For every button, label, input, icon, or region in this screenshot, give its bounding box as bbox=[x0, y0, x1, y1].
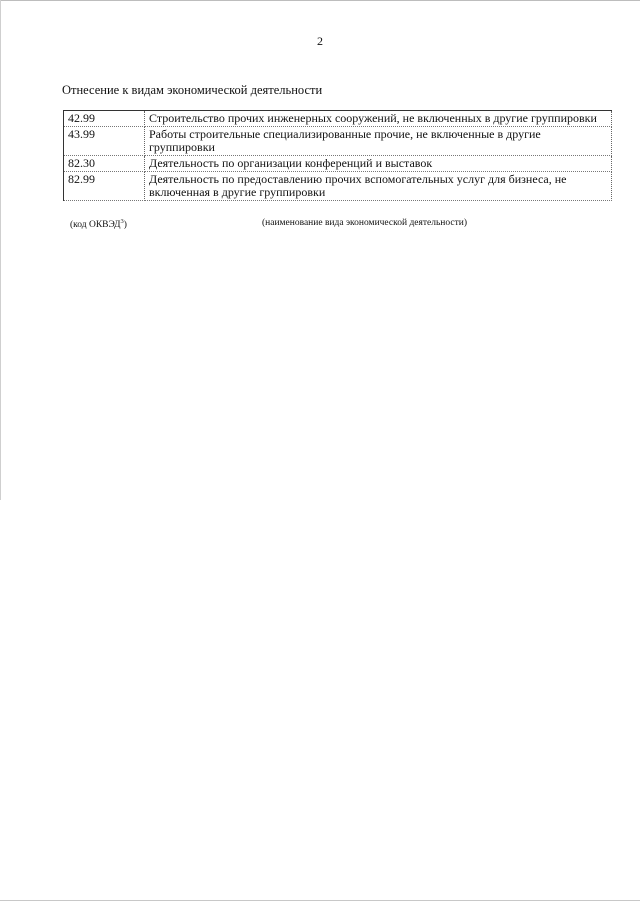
okved-code: 82.99 bbox=[64, 172, 145, 201]
okved-table bbox=[63, 110, 612, 201]
scan-edge-top bbox=[0, 0, 640, 1]
okved-code: 43.99 bbox=[64, 127, 145, 156]
code-caption-suffix: ) bbox=[123, 220, 127, 230]
activity-name: Деятельность по организации конференций и выставок bbox=[145, 156, 612, 172]
okved-code: 82.30 bbox=[64, 156, 145, 172]
activity-name: Строительство прочих инженерных сооружений, не включенных в другие группировки bbox=[145, 111, 612, 127]
section-title: Отнесение к видам экономической деятельности bbox=[62, 83, 323, 97]
scan-edge-left bbox=[0, 0, 1, 500]
table-row bbox=[64, 172, 612, 201]
scan-edge-bottom bbox=[0, 900, 640, 901]
okved-code: 42.99 bbox=[64, 111, 145, 127]
footnote-mark: 3 bbox=[120, 218, 124, 225]
name-column-caption: (наименование вида экономической деятельности) bbox=[262, 218, 467, 228]
table-row bbox=[64, 111, 612, 127]
activity-name: Работы строительные специализированные прочие, не включенные в другие группировки bbox=[145, 127, 612, 156]
activity-name: Деятельность по предоставлению прочих вспомогательных услуг для бизнеса, не включенная в другие группировки bbox=[145, 172, 612, 201]
table-row bbox=[64, 156, 612, 172]
code-column-caption bbox=[70, 218, 127, 230]
page-number: 2 bbox=[317, 34, 323, 48]
code-caption-text: (код ОКВЭД bbox=[70, 220, 121, 230]
table-row bbox=[64, 127, 612, 156]
